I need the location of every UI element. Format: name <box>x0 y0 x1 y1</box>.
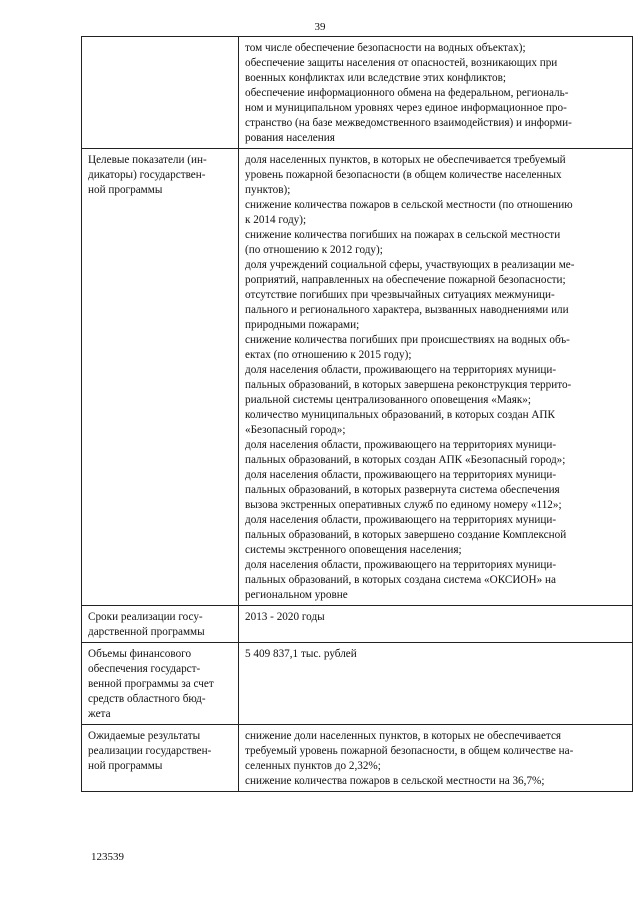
label-line: Целевые показатели (ин- <box>88 154 207 166</box>
content-line: пальных образований, в которых развернута система обеспечения <box>245 484 560 496</box>
content-line: пальных образований, в которых создан АПК «Безопасный город»; <box>245 454 566 466</box>
label-line: Объемы финансового <box>88 648 192 660</box>
row-content <box>239 643 633 725</box>
content-line: доля населения области, проживающего на территориях муници- <box>245 469 557 481</box>
content-line: ектах (по отношению к 2015 году); <box>245 349 412 361</box>
content-line: доля населения области, проживающего на территориях муници- <box>245 514 557 526</box>
row-content <box>239 149 633 606</box>
label-line: дикаторы) государствен- <box>88 169 206 181</box>
row-label <box>82 149 239 606</box>
label-line: Сроки реализации госу- <box>88 611 203 623</box>
content-line: доля населения области, проживающего на территориях муници- <box>245 559 557 571</box>
label-line: реализации государствен- <box>88 745 212 757</box>
content-line: вызова экстренных оперативных служб по единому номеру «112»; <box>245 499 562 511</box>
content-line: 5 409 837,1 тыс. рублей <box>245 648 357 660</box>
label-line: жета <box>88 708 111 720</box>
content-line: доля населения области, проживающего на территориях муници- <box>245 439 557 451</box>
content-line: странство (на базе межведомственного взаимодействия) и информи- <box>245 117 572 129</box>
content-line: снижение количества пожаров в сельской местности (по отношению <box>245 199 573 211</box>
row-label <box>82 37 239 149</box>
label-line: ной программы <box>88 184 163 196</box>
content-line: обеспечение защиты населения от опасностей, возникающих при <box>245 57 558 69</box>
row-label <box>82 725 239 792</box>
content-line: селенных пунктов до 2,32%; <box>245 760 381 772</box>
label-line: венной программы за счет <box>88 678 214 690</box>
program-passport-table <box>81 36 633 792</box>
content-line: роприятий, направленных на обеспечение пожарной безопасности; <box>245 274 566 286</box>
content-line: снижение количества погибших на пожарах в сельской местности <box>245 229 561 241</box>
content-line: снижение количества погибших при происшествиях на водных объ- <box>245 334 570 346</box>
table-row-implementation-period <box>82 606 633 643</box>
label-line: Ожидаемые результаты <box>88 730 201 742</box>
table-row-continuation <box>82 37 633 149</box>
content-line: доля населенных пунктов, в которых не обеспечивается требуемый <box>245 154 566 166</box>
content-line: рования населения <box>245 132 335 144</box>
content-line: «Безопасный город»; <box>245 424 346 436</box>
content-line: доля населения области, проживающего на территориях муници- <box>245 364 557 376</box>
row-label <box>82 606 239 643</box>
content-line: военных конфликтах или вследствие этих конфликтов; <box>245 72 507 84</box>
content-line: региональном уровне <box>245 589 348 601</box>
content-line: пальных образований, в которых завершено создание Комплексной <box>245 529 567 541</box>
table-row-target-indicators <box>82 149 633 606</box>
content-line: пальных образований, в которых завершена реконструкция террито- <box>245 379 572 391</box>
table-row-funding-volume <box>82 643 633 725</box>
content-line: количество муниципальных образований, в которых создан АПК <box>245 409 555 421</box>
row-content <box>239 37 633 149</box>
content-line: природными пожарами; <box>245 319 360 331</box>
row-content <box>239 606 633 643</box>
content-line: ном и муниципальном уровнях через единое информационное про- <box>245 102 567 114</box>
content-line: снижение количества пожаров в сельской местности на 36,7%; <box>245 775 545 787</box>
content-line: пального и регионального характера, вызванных наводнениями или <box>245 304 569 316</box>
content-line: системы экстренного оповещения населения; <box>245 544 462 556</box>
content-line: требуемый уровень пожарной безопасности, в общем количестве на- <box>245 745 574 757</box>
content-line: 2013 - 2020 годы <box>245 611 325 623</box>
row-label <box>82 643 239 725</box>
content-line: снижение доли населенных пунктов, в которых не обеспечивается <box>245 730 562 742</box>
content-line: обеспечение информационного обмена на федеральном, региональ- <box>245 87 569 99</box>
label-line: ной программы <box>88 760 163 772</box>
row-content <box>239 725 633 792</box>
label-line: дарственной программы <box>88 626 205 638</box>
content-line: уровень пожарной безопасности (в общем количестве населенных <box>245 169 562 181</box>
label-line: средств областного бюд- <box>88 693 206 705</box>
content-line: том числе обеспечение безопасности на водных объектах); <box>245 42 526 54</box>
content-line: пунктов); <box>245 184 291 196</box>
label-line: обеспечения государст- <box>88 663 201 675</box>
page-number: 39 <box>314 21 326 33</box>
table-row-expected-results <box>82 725 633 792</box>
content-line: (по отношению к 2012 году); <box>245 244 383 256</box>
content-line: к 2014 году); <box>245 214 307 226</box>
content-line: отсутствие погибших при чрезвычайных ситуациях межмуници- <box>245 289 555 301</box>
content-line: пальных образований, в которых создана система «ОКСИОН» на <box>245 574 556 586</box>
content-line: доля учреждений социальной сферы, участвующих в реализации ме- <box>245 259 575 271</box>
content-line: риальной системы централизованного оповещения «Маяк»; <box>245 394 532 406</box>
document-code: 123539 <box>91 851 124 863</box>
